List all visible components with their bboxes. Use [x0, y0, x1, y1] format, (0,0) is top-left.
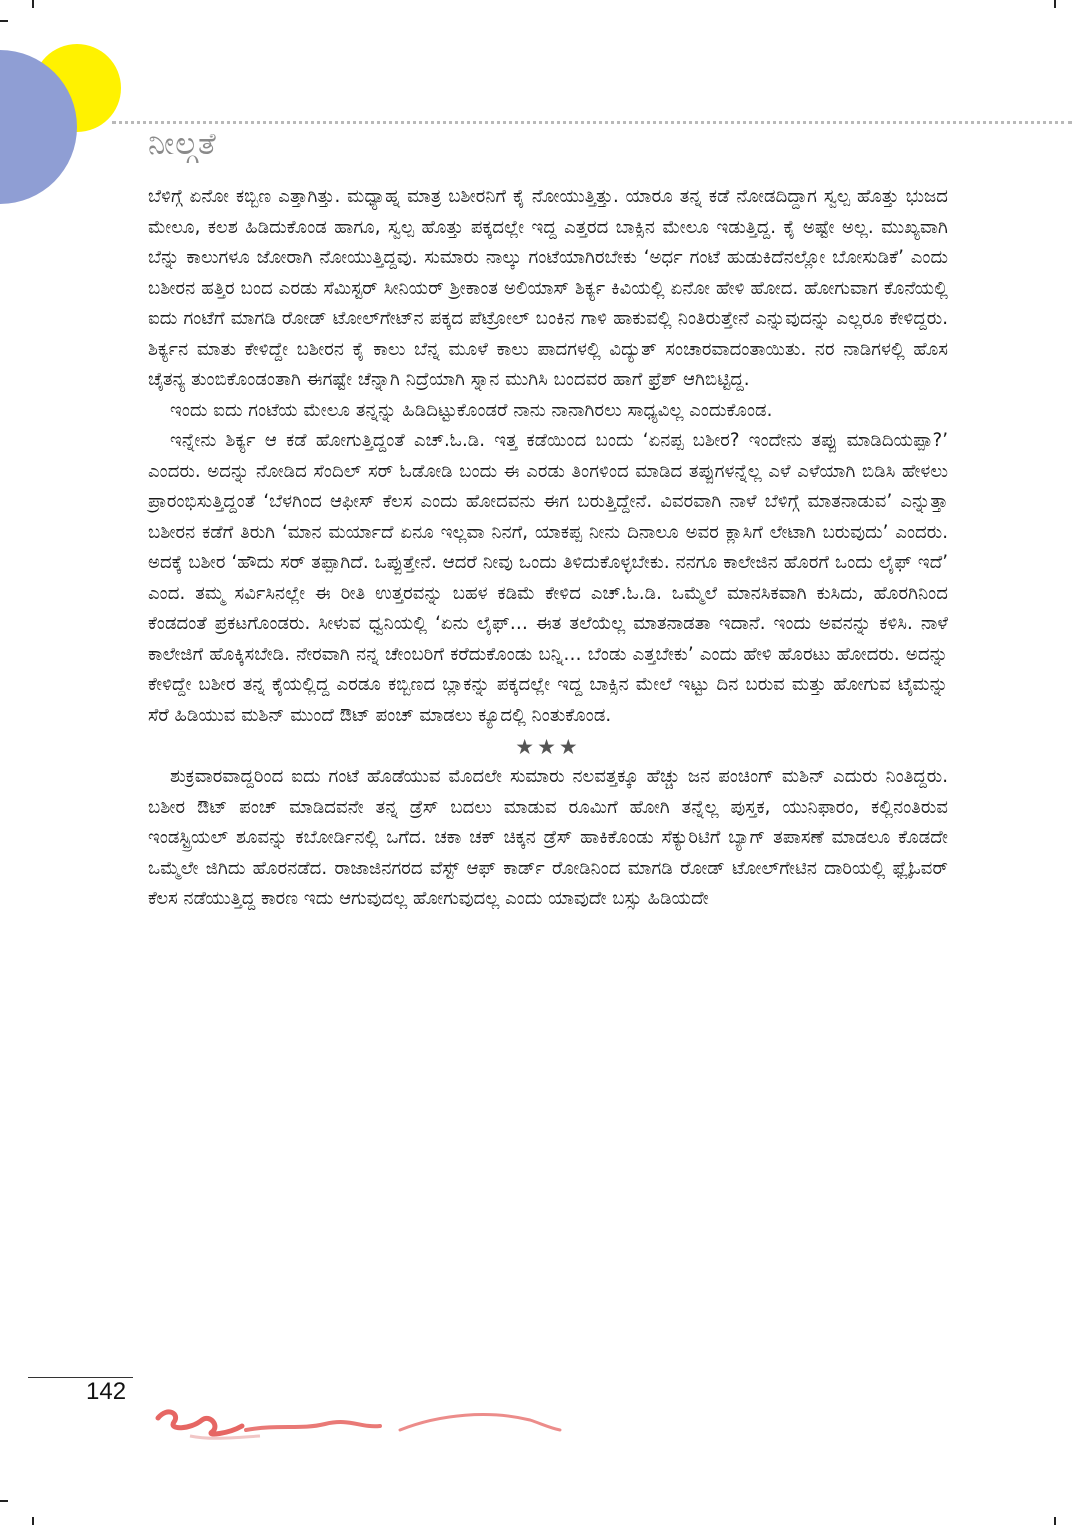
- paragraph: ಶುಕ್ರವಾರವಾದ್ದರಿಂದ ಐದು ಗಂಟೆ ಹೊಡೆಯುವ ಮೊದಲೇ ಸುಮಾರು ನಲವತ್ತಕ್ಕೂ ಹೆಚ್ಚು ಜನ ಪಂಚಿಂಗ್ ಮಶಿನ್ ಎದುರು ನಿಂತಿದ್ದರು. ಬಶೀರ ಔಟ್ ಪಂಚ್ ಮಾಡಿದವನೇ ತನ್ನ ಡ್ರೆಸ್ ಬದಲು ಮಾಡುವ ರೂಮಿಗೆ ಹೋಗಿ ತನ್ನೆಲ್ಲ ಪುಸ್ತಕ, ಯುನಿಫಾರಂ, ಕಲ್ಲಿನಂತಿರುವ ಇಂಡಸ್ಟ್ರಿಯಲ್ ಶೂವನ್ನು ಕಬೋರ್ಡಿನಲ್ಲಿ ಒಗೆದ. ಚಕಾ ಚಕ್ ಚಿಕ್ಕನ ಡ್ರೆಸ್ ಹಾಕಿಕೊಂಡು ಸೆಕ್ಯುರಿಟಿಗೆ ಬ್ಯಾಗ್ ತಪಾಸಣೆ ಮಾಡಲೂ ಕೊಡದೇ ಒಮ್ಮೆಲೇ ಜಿಗಿದು ಹೊರನಡೆದ. ರಾಜಾಜಿನಗರದ ವೆಸ್ಟ್ ಆಫ್ ಕಾರ್ಡ್ ರೋಡಿನಿಂದ ಮಾಗಡಿ ರೋಡ್ ಟೋಲ್‌ಗೇಟಿನ ದಾರಿಯಲ್ಲಿ ಫ್ಲೈಓವರ್ ಕೆಲಸ ನಡೆಯುತ್ತಿದ್ದ ಕಾರಣ ಇದು ಆಗುವುದಲ್ಲ ಹೋಗುವುದಲ್ಲ ಎಂದು ಯಾವುದೇ ಬಸ್ಸು ಹಿಡಿಯದೇ: [148, 766, 948, 909]
- crop-mark: [1054, 1517, 1056, 1525]
- paragraph: ಇಂದು ಐದು ಗಂಟೆಯ ಮೇಲೂ ತನ್ನನ್ನು ಹಿಡಿದಿಟ್ಟುಕೊಂಡರೆ ನಾನು ನಾನಾಗಿರಲು ಸಾಧ್ಯವಿಲ್ಲ ಎಂದುಕೊಂಡ.: [170, 399, 773, 421]
- paragraph: ಬೆಳಿಗ್ಗೆ ಏನೋ ಕಬ್ಬಿಣ ಎತ್ತಾಗಿತ್ತು. ಮಧ್ಯಾಹ್ನ ಮಾತ್ರ ಬಶೀರನಿಗೆ ಕೈ ನೋಯುತ್ತಿತ್ತು. ಯಾರೂ ತನ್ನ ಕಡೆ ನೋಡದಿದ್ದಾಗ ಸ್ವಲ್ಪ ಹೊತ್ತು ಭುಜದ ಮೇಲೂ, ಕಲಶ ಹಿಡಿದುಕೊಂಡ ಹಾಗೂ, ಸ್ವಲ್ಪ ಹೊತ್ತು ಪಕ್ಕದಲ್ಲೇ ಇದ್ದ ಎತ್ತರದ ಬಾಕ್ಸಿನ ಮೇಲೂ ಇಡುತ್ತಿದ್ದ. ಕೈ ಅಷ್ಟೇ ಅಲ್ಲ. ಮುಖ್ಯವಾಗಿ ಬೆನ್ನು ಕಾಲುಗಳೂ ಜೋರಾಗಿ ನೋಯುತ್ತಿದ್ದವು. ಸುಮಾರು ನಾಲ್ಕು ಗಂಟೆಯಾಗಿರಬೇಕು ‘ಅರ್ಧ ಗಂಟೆ ಹುಡುಕಿದೆನಲ್ಲೋ ಬೋಸುಡಿಕೆ’ ಎಂದು ಬಶೀರನ ಹತ್ತಿರ ಬಂದ ಎರಡು ಸೆಮಿಸ್ಟರ್ ಸೀನಿಯರ್ ಶ್ರೀಕಾಂತ ಅಲಿಯಾಸ್ ಶಿರ್ಕ್ಯ ಕಿವಿಯಲ್ಲಿ ಏನೋ ಹೇಳಿ ಹೋದ. ಹೋಗುವಾಗ ಕೊನೆಯಲ್ಲಿ ಐದು ಗಂಟೆಗೆ ಮಾಗಡಿ ರೋಡ್ ಟೋಲ್‌ಗೇಟ್‌ನ ಪಕ್ಕದ ಪೆಟ್ರೋಲ್ ಬಂಕಿನ ಗಾಳಿ ಹಾಕುವಲ್ಲಿ ನಿಂತಿರುತ್ತೇನೆ ಎನ್ನುವುದನ್ನು ಎಲ್ಲರೂ ಕೇಳಿದ್ದರು. ಶಿರ್ಕ್ಯನ ಮಾತು ಕೇಳಿದ್ದೇ ಬಶೀರನ ಕೈ ಕಾಲು ಬೆನ್ನ ಮೂಳೆ ಕಾಲು ಪಾದಗಳಲ್ಲಿ ವಿದ್ಯುತ್ ಸಂಚಾರವಾದಂತಾಯಿತು. ನರ ನಾಡಿಗಳಲ್ಲಿ ಹೊಸ ಚೈತನ್ಯ ತುಂಬಿಕೊಂಡಂತಾಗಿ ಈಗಷ್ಟೇ ಚೆನ್ನಾಗಿ ನಿದ್ರೆಯಾಗಿ ಸ್ನಾನ ಮುಗಿಸಿ ಬಂದವರ ಹಾಗೆ ಫ್ರೆಶ್ ಆಗಿಬಿಟ್ಟಿದ್ದ.: [148, 186, 948, 390]
- running-header: ನೀಲ್ಗತೆ: [148, 126, 217, 162]
- header-rule: [112, 121, 1072, 124]
- section-separator: ★★★: [515, 735, 581, 759]
- signature-image: [150, 1400, 570, 1450]
- body-text: [148, 182, 948, 915]
- paragraph: ಇನ್ನೇನು ಶಿರ್ಕ್ಯ ಆ ಕಡೆ ಹೋಗುತ್ತಿದ್ದಂತೆ ಎಚ್.ಓ.ಡಿ. ಇತ್ತ ಕಡೆಯಿಂದ ಬಂದು ‘ಏನಪ್ಪ ಬಶೀರ? ಇಂದೇನು ತಪ್ಪು ಮಾಡಿದಿಯಪ್ಪಾ?’ ಎಂದರು. ಅದನ್ನು ನೋಡಿದ ಸೆಂದಿಲ್ ಸರ್ ಓಡೋಡಿ ಬಂದು ಈ ಎರಡು ತಿಂಗಳಿಂದ ಮಾಡಿದ ತಪ್ಪುಗಳನ್ನೆಲ್ಲ ಎಳೆ ಎಳೆಯಾಗಿ ಬಿಡಿಸಿ ಹೇಳಲು ಪ್ರಾರಂಭಿಸುತ್ತಿದ್ದಂತೆ ‘ಬೆಳಗಿಂದ ಆಫೀಸ್ ಕೆಲಸ ಎಂದು ಹೋದವನು ಈಗ ಬರುತ್ತಿದ್ದೇನೆ. ವಿವರವಾಗಿ ನಾಳೆ ಬೆಳಿಗ್ಗೆ ಮಾತನಾಡುವ’ ಎನ್ನುತ್ತಾ ಬಶೀರನ ಕಡೆಗೆ ತಿರುಗಿ ‘ಮಾನ ಮರ್ಯಾದೆ ಏನೂ ಇಲ್ಲವಾ ನಿನಗೆ, ಯಾಕಪ್ಪ ನೀನು ದಿನಾಲೂ ಅವರ ಕ್ಲಾಸಿಗೆ ಲೇಟಾಗಿ ಬರುವುದು’ ಎಂದರು. ಅದಕ್ಕೆ ಬಶೀರ ‘ಹೌದು ಸರ್ ತಪ್ಪಾಗಿದೆ. ಒಪ್ಪುತ್ತೇನೆ. ಆದರೆ ನೀವು ಒಂದು ತಿಳಿದುಕೊಳ್ಳಬೇಕು. ನನಗೂ ಕಾಲೇಜಿನ ಹೊರಗೆ ಒಂದು ಲೈಫ್ ಇದೆ’ ಎಂದ. ತಮ್ಮ ಸರ್ವಿಸಿನಲ್ಲೇ ಈ ರೀತಿ ಉತ್ತರವನ್ನು ಬಹಳ ಕಡಿಮೆ ಕೇಳಿದ ಎಚ್.ಓ.ಡಿ. ಒಮ್ಮೆಲೆ ಮಾನಸಿಕವಾಗಿ ಕುಸಿದು, ಹೊರಗಿನಿಂದ ಕೆಂಡದಂತೆ ಪ್ರಕಟಗೊಂಡರು. ಸೀಳುವ ಧ್ವನಿಯಲ್ಲಿ ‘ಏನು ಲೈಫ್… ಈತ ತಲೆಯೆಲ್ಲ ಮಾತನಾಡತಾ ಇದಾನೆ. ಇಂದು ಅವನನ್ನು ಕಳಿಸಿ. ನಾಳೆ ಕಾಲೇಜಿಗೆ ಹೊಕ್ಕಿಸಬೇಡಿ. ನೇರವಾಗಿ ನನ್ನ ಚೇಂಬರಿಗೆ ಕರೆದುಕೊಂಡು ಬನ್ನಿ… ಬೆಂಡು ಎತ್ತಬೇಕು’ ಎಂದು ಹೇಳಿ ಹೊರಟು ಹೋದರು. ಅದನ್ನು ಕೇಳಿದ್ದೇ ಬಶೀರ ತನ್ನ ಕೈಯಲ್ಲಿದ್ದ ಎರಡೂ ಕಬ್ಬಿಣದ ಬ್ಲಾಕನ್ನು ಪಕ್ಕದಲ್ಲೇ ಇದ್ದ ಬಾಕ್ಸಿನ ಮೇಲೆ ಇಟ್ಟು ದಿನ ಬರುವ ಮತ್ತು ಹೋಗುವ ಟೈಮನ್ನು ಸೆರೆ ಹಿಡಿಯುವ ಮಶಿನ್ ಮುಂದೆ ಔಟ್ ಪಂಚ್ ಮಾಡಲು ಕ್ಯೂದಲ್ಲಿ ನಿಂತುಕೊಂಡ.: [148, 430, 948, 726]
- crop-mark: [0, 1500, 8, 1502]
- crop-mark: [1054, 0, 1056, 8]
- page-number: 142: [86, 1378, 127, 1405]
- circle-decoration: [0, 0, 130, 210]
- crop-mark: [32, 1517, 34, 1525]
